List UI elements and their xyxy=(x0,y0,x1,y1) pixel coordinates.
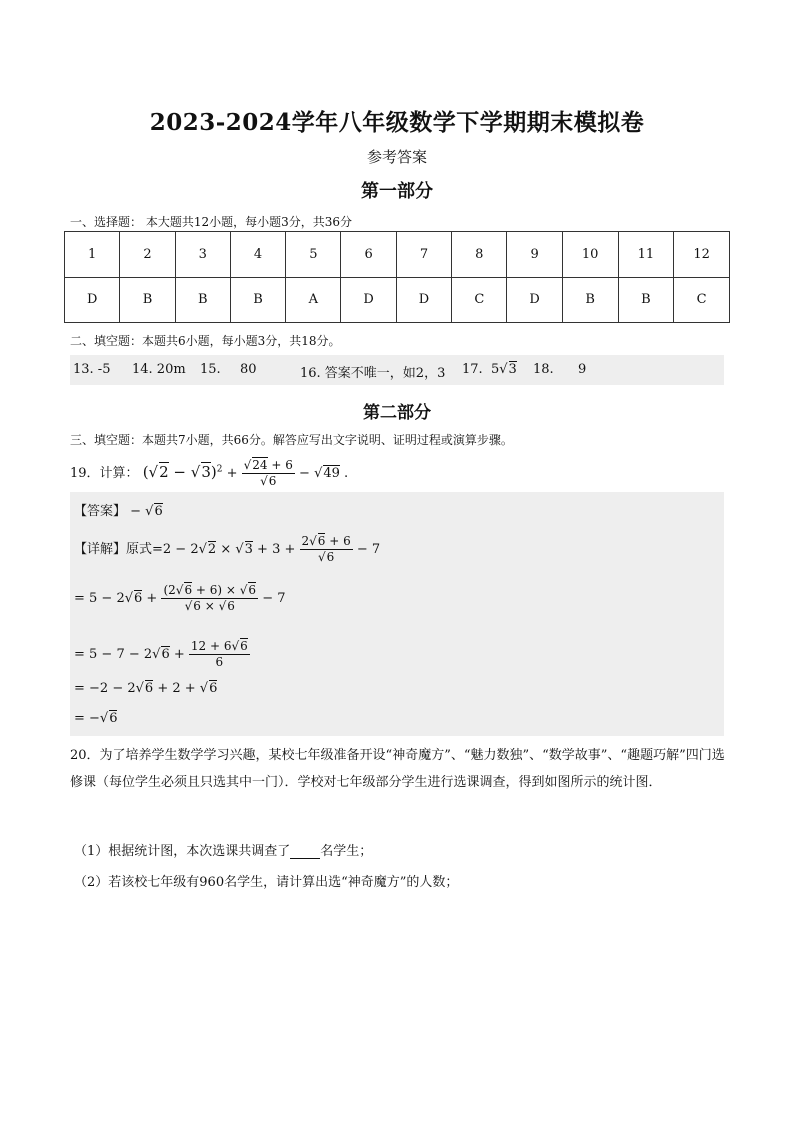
q19-problem: 19．计算： $(√2 - √3)^2$ + $\frac{√24 + 6}{√6}$ − √49 . xyxy=(70,458,349,488)
answer-table-answer-cell: D xyxy=(507,277,562,323)
answer-table-answer-cell: B xyxy=(175,277,230,323)
answer-13: 13. -5 xyxy=(73,362,111,377)
answer-table-answer-cell: D xyxy=(341,277,396,323)
answer-16: 16. 答案不唯一，如2，3 xyxy=(300,366,446,381)
answer-table-number-cell: 7 xyxy=(396,232,451,278)
answer-table-number-cell: 9 xyxy=(507,232,562,278)
answer-table-answer-cell: B xyxy=(230,277,285,323)
answer-table-answer-cell: B xyxy=(120,277,175,323)
part-one-heading: 第一部分 xyxy=(361,181,433,202)
section-multiple-choice-heading: 一、选择题： 本大题共12小题，每小题3分，共36分 xyxy=(70,215,352,229)
section-solution-heading: 三、填空题：本题共7小题，共66分。解答应写出文字说明、证明过程或演算步骤。 xyxy=(70,433,513,447)
q19-detail-step-5: = −√6 xyxy=(74,711,118,726)
page-title: 2023-2024学年八年级数学下学期期末模拟卷 xyxy=(149,109,645,136)
answer-18-label: 18. xyxy=(533,362,554,377)
q19-detail-step-1: 【详解】原式=2 − 2√2 × √3 + 3 + $\frac{2√6 + 6}{√6}$ − 7 xyxy=(74,534,381,564)
part-two-heading: 第二部分 xyxy=(363,403,431,423)
answer-table-answer-cell: B xyxy=(618,277,674,323)
answer-table-number-cell: 5 xyxy=(286,232,341,278)
answer-table-answer-cell: C xyxy=(452,277,507,323)
answer-table-number-cell: 3 xyxy=(175,232,230,278)
answer-table-answer-cell: B xyxy=(562,277,618,323)
answer-table-number-cell: 11 xyxy=(618,232,674,278)
answer-table-answer-row xyxy=(65,277,730,323)
answer-17: 17. 5√3 xyxy=(462,362,517,377)
q20-part-1: （1）根据统计图，本次选课共调查了 名学生； xyxy=(74,844,373,859)
answer-15-value: 80 xyxy=(240,362,257,377)
answer-15-label: 15. xyxy=(200,362,221,377)
q19-answer: 【答案】 − √6 xyxy=(74,504,163,519)
q20-part-2: （2）若该校七年级有960名学生，请计算出选“神奇魔方”的人数； xyxy=(74,875,459,890)
answer-table-number-cell: 8 xyxy=(452,232,507,278)
q20-text: 20．为了培养学生数学学习兴趣，某校七年级准备开设“神奇魔方”、“魅力数独”、“数学故事”、“趣题巧解”四门选修课（每位学生必须且只选其中一门）．学校对七年级部分学生进行选课调查，得到如图所示的统计图． xyxy=(70,748,725,790)
answer-table xyxy=(64,231,730,323)
answer-table-answer-cell: D xyxy=(396,277,451,323)
answer-table-number-cell: 6 xyxy=(341,232,396,278)
q19-prefix: 19．计算： xyxy=(70,466,139,481)
q19-detail-step-3: = 5 − 7 − 2√6 + $\frac{12 + 6√6}{6}$ xyxy=(74,639,248,669)
answer-14: 14. 20m xyxy=(132,362,186,377)
q19-detail-step-2: = 5 − 2√6 + $\frac{(2√6 + 6) \times √6}{√6 \times √6}$ − 7 xyxy=(74,583,286,613)
answer-table-number-cell: 4 xyxy=(230,232,285,278)
answer-table-number-cell: 1 xyxy=(65,232,120,278)
answer-table-answer-cell: C xyxy=(674,277,730,323)
answer-table-number-cell: 12 xyxy=(674,232,730,278)
q19-detail-step-4: = −2 − 2√6 + 2 + √6 xyxy=(74,681,218,696)
answer-18-value: 9 xyxy=(578,362,587,377)
answer-table-answer-cell: A xyxy=(286,277,341,323)
q19-solution-box xyxy=(70,492,724,736)
answer-table-number-cell: 2 xyxy=(120,232,175,278)
page-subtitle: 参考答案 xyxy=(366,148,427,166)
section-fill-blank-heading: 二、填空题：本题共6小题，每小题3分，共18分。 xyxy=(70,334,341,348)
answer-table-answer-cell: D xyxy=(65,277,120,323)
answer-table-number-row xyxy=(65,232,730,278)
answer-table-number-cell: 10 xyxy=(562,232,618,278)
q20-answer-blank xyxy=(290,845,320,859)
